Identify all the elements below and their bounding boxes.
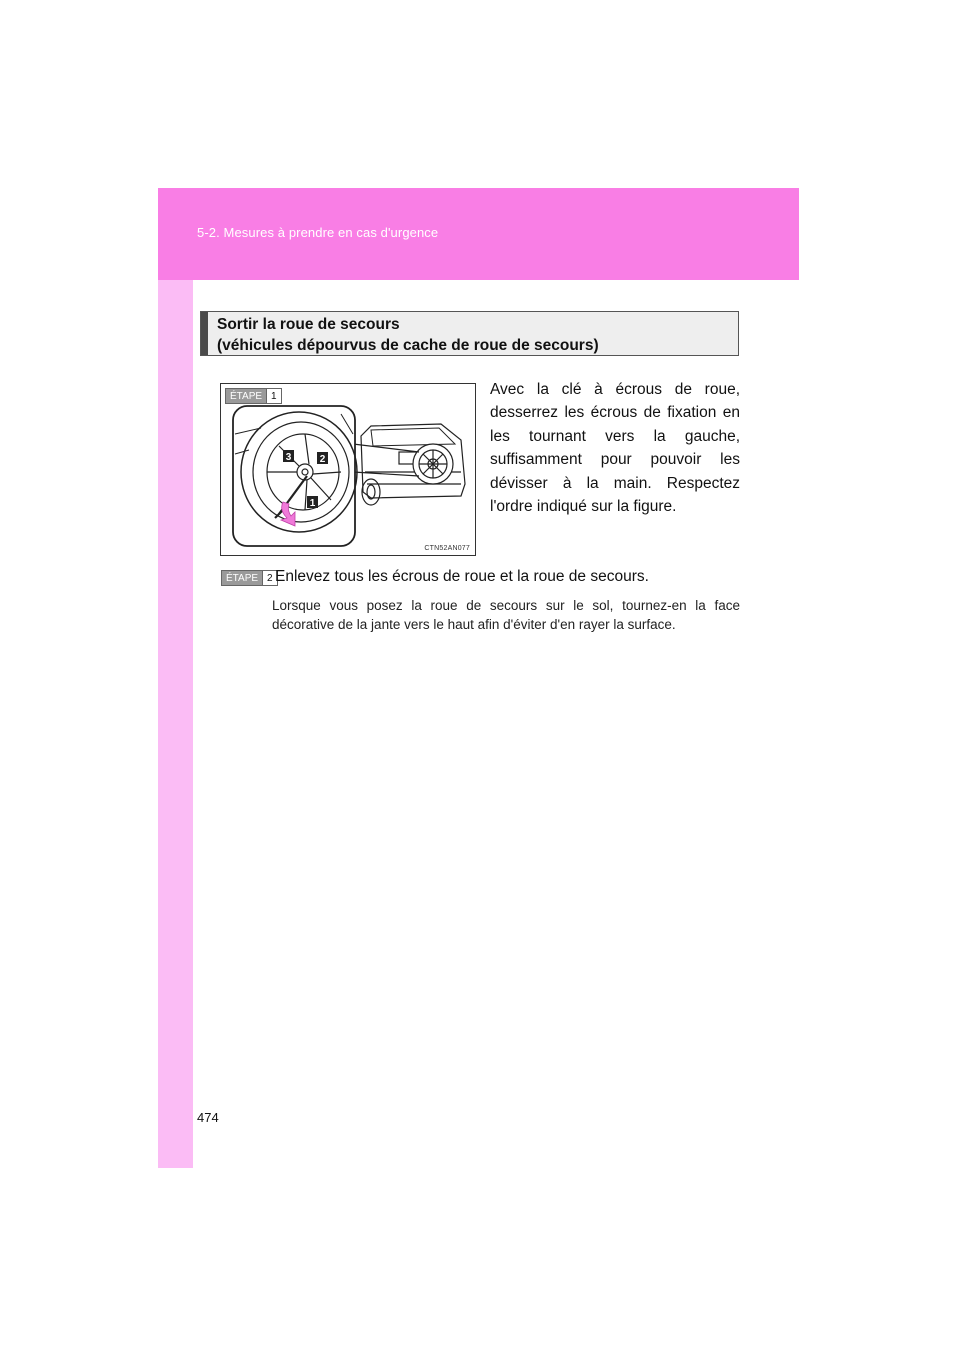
- step2-text: Enlevez tous les écrous de roue et la roue de secours.: [275, 568, 649, 585]
- callout-1-label: 1: [309, 498, 316, 509]
- step2-tag-wrapper: [221, 570, 278, 586]
- step2-tag-number: 2: [262, 571, 277, 585]
- callout-2-label: 2: [319, 454, 326, 465]
- step1-text: Avec la clé à écrous de roue, desserrez les écrous de fixation en les tournant vers la gauche, suffisamment pour pouvoir les dévisser à la main. Respectez l'ordre indiqué sur la figure.: [490, 381, 740, 516]
- callout-3-label: 3: [285, 452, 292, 463]
- step2-note: Lorsque vous posez la roue de secours sur le sol, tournez-en la face décorative de la jante vers le haut afin d'éviter d'en rayer la surface.: [272, 598, 740, 632]
- figure-code: CTN52AN077: [424, 545, 470, 552]
- suv-rear-icon: [361, 424, 465, 505]
- step1-tag-number: 1: [266, 389, 281, 403]
- step2-tag: [221, 570, 278, 586]
- breadcrumb: 5-2. Mesures à prendre en cas d'urgence: [197, 225, 439, 240]
- spare-tire-removal-drawing: [221, 384, 476, 556]
- section-title-line2: (véhicules dépourvus de cache de roue de secours): [217, 337, 599, 354]
- step1-tag-word: ÉTAPE: [226, 389, 266, 403]
- section-title: [217, 314, 599, 356]
- section-heading-bar: [201, 312, 208, 355]
- side-band: [158, 280, 193, 1168]
- section-title-line1: Sortir la roue de secours: [217, 316, 400, 333]
- callout-3: [283, 450, 294, 463]
- section-heading-box: [200, 311, 739, 356]
- callout-2: [317, 452, 328, 465]
- page-number: 474: [197, 1110, 219, 1125]
- step2-tag-word: ÉTAPE: [222, 571, 262, 585]
- callout-1: [307, 496, 318, 509]
- illustration-figure: [220, 383, 476, 556]
